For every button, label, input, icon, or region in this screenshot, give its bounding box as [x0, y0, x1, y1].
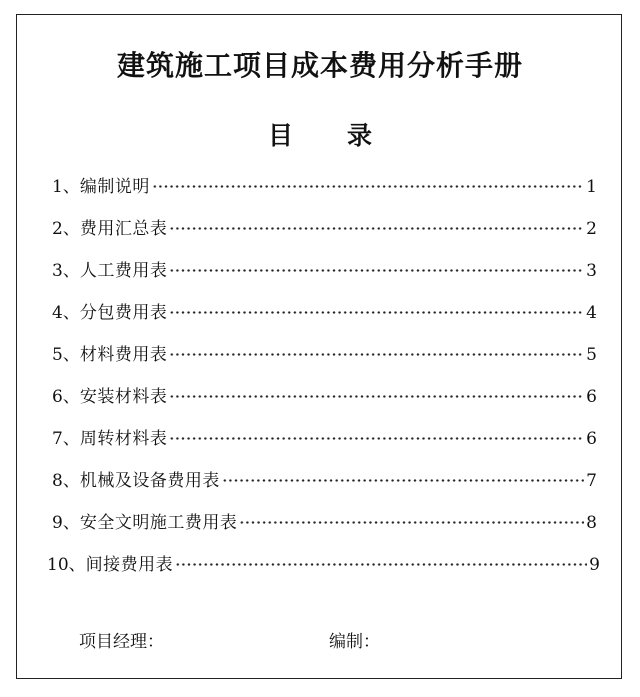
toc-heading-char: 录 [347, 121, 373, 150]
toc-entry-label: 分包费用表 [79, 303, 168, 323]
toc-entry-number: 5、 [52, 345, 80, 365]
toc-entry-label: 费用汇总表 [79, 219, 168, 239]
toc-dot-leader [175, 563, 587, 566]
toc-entry-4[interactable] [52, 301, 597, 325]
toc-dot-leader [169, 353, 584, 356]
toc-entry-label: 安全文明施工费用表 [79, 513, 238, 533]
toc-entry-label: 人工费用表 [79, 261, 168, 281]
toc-entry-5[interactable] [52, 343, 597, 367]
toc-entry-page: 5 [586, 345, 597, 365]
toc-entry-number: 6、 [52, 387, 80, 407]
toc-entry-2[interactable] [52, 217, 597, 241]
toc-entry-number: 2、 [52, 219, 80, 239]
toc-entry-page: 9 [589, 555, 600, 575]
compiler-label: 编制： [329, 632, 380, 652]
toc-entry-page: 4 [586, 303, 597, 323]
toc-dot-leader [169, 269, 584, 272]
toc-entry-page: 6 [586, 387, 597, 407]
toc-heading-char: 目 [267, 121, 293, 150]
toc-entry-label: 材料费用表 [79, 345, 168, 365]
document-title: 建筑施工项目成本费用分析手册 [116, 49, 523, 82]
toc-dot-leader [169, 437, 584, 440]
toc-entry-number: 1、 [52, 177, 80, 197]
toc-entry-number: 3、 [52, 261, 80, 281]
toc-entry-label: 编制说明 [79, 177, 150, 197]
toc-entry-3[interactable] [52, 259, 597, 283]
toc-entry-1[interactable] [52, 175, 597, 199]
toc-entry-number: 8、 [52, 471, 80, 491]
toc-entry-page: 3 [586, 261, 597, 281]
toc-entry-label: 间接费用表 [85, 555, 174, 575]
toc-entry-8[interactable] [52, 469, 597, 493]
toc-dot-leader [222, 479, 584, 482]
toc-entry-7[interactable] [52, 427, 597, 451]
toc-heading [0, 119, 640, 153]
toc-dot-leader [239, 521, 584, 524]
project-manager-label: 项目经理： [79, 632, 164, 652]
toc-entry-9[interactable] [52, 511, 597, 535]
toc-entry-number: 9、 [52, 513, 80, 533]
toc-entry-label: 周转材料表 [79, 429, 168, 449]
toc-entry-page: 6 [586, 429, 597, 449]
toc-dot-leader [169, 395, 584, 398]
toc-entry-label: 安装材料表 [79, 387, 168, 407]
toc-entry-6[interactable] [52, 385, 597, 409]
toc-dot-leader [169, 227, 584, 230]
toc-entry-number: 10、 [47, 555, 86, 575]
toc-entry-page: 7 [586, 471, 597, 491]
toc-entry-10[interactable] [47, 553, 600, 577]
toc-entry-number: 7、 [52, 429, 80, 449]
toc-entry-page: 8 [586, 513, 597, 533]
toc-dot-leader [152, 185, 584, 188]
toc-entry-page: 1 [586, 177, 597, 197]
toc-entry-page: 2 [586, 219, 597, 239]
toc-entry-number: 4、 [52, 303, 80, 323]
toc-entry-label: 机械及设备费用表 [79, 471, 220, 491]
toc-dot-leader [169, 311, 584, 314]
